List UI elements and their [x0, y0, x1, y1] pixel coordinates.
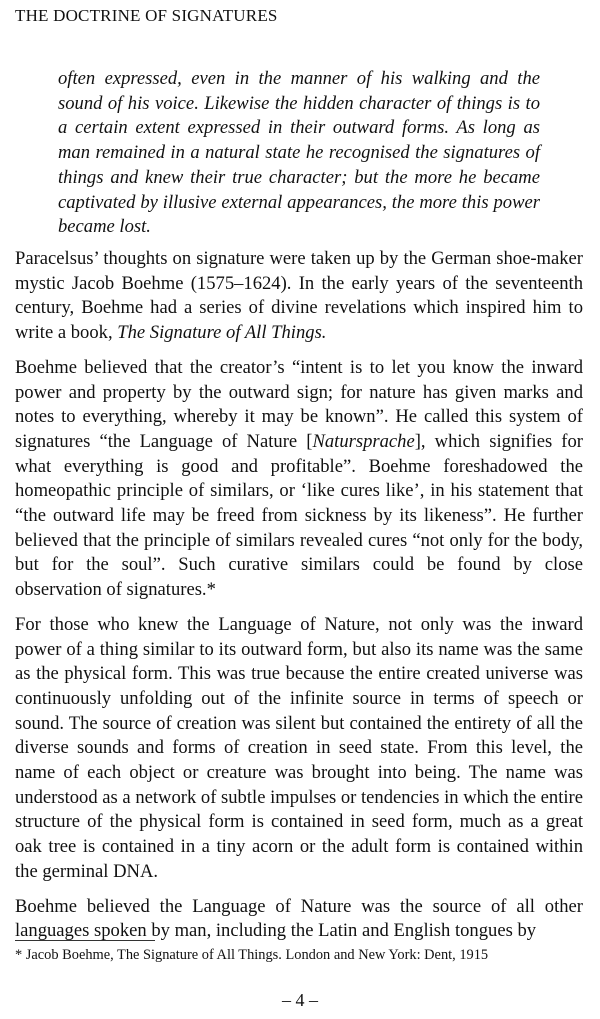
paragraph-1 — [15, 247, 583, 346]
footnote-divider — [15, 940, 155, 941]
paragraph-3: For those who knew the Language of Nature, not only was the inward power of a thing similar to its outward form, but also its name was the same as the physical form. This was true because the entire created universe was continuously unfolding out of the infinite source in terms of speech or sound. The source of creation was silent but contained the entirety of all the diverse sounds and forms of creation in seed state. From this level, the name of each object or creature was brought into being. The name was understood as a network of subtle impulses or tendencies in which the entire structure of the physical form is contained in seed form, much as a great oak tree is contained in a tiny acorn or the adult form is contained within the germinal DNA. — [15, 613, 583, 882]
page-number: – 4 – — [282, 990, 318, 1010]
paragraph-2-text-start: Boehme believed that the creator’s “intent is to let you know the inward power and property by the outward sign; for nature has given marks and notes to everything, whereby it may be known”. He called this system of signatures “the Language of Nature [ — [15, 356, 583, 452]
natursprache-term: Natursprache — [312, 430, 415, 452]
book-title: The Signature of All Things. — [117, 322, 327, 344]
paragraph-2-text-end: ], which signifies for what everything is good and profitable”. Boehme foreshadowed the homeopathic principle of similars, or ‘like cures like’, in his statement that “the outward life may be freed from sickness by its likeness”. He further believed that the principle of similars revealed cures “not only for the body, but for the soul”. Such curative similars could be found by close observation of signatures.* — [15, 430, 583, 601]
running-head: THE DOCTRINE OF SIGNATURES — [15, 6, 278, 25]
body-text — [15, 247, 583, 954]
footnote: * Jacob Boehme, The Signature of All Things. London and New York: Dent, 1915 — [15, 947, 489, 963]
paragraph-1-text: Paracelsus’ thoughts on signature were taken up by the German shoe-maker mystic Jacob Boehme (1575–1624). In the early years of the seventeenth century, Boehme had a series of divine revelations which inspired him to write a book, — [15, 248, 583, 344]
paragraph-4: Boehme believed the Language of Nature was the source of all other languages spoken by man, including the Latin and English tongues by — [15, 895, 583, 942]
block-quote: often expressed, even in the manner of his walking and the sound of his voice. Likewise the hidden character of things is to a certain extent expressed in their outward forms. As long as man remained in a natural state he recognised the signatures of things and knew their true character; but the more he became captivated by illusive external appearances, the more this power became lost. — [58, 68, 540, 238]
paragraph-2 — [15, 356, 583, 603]
